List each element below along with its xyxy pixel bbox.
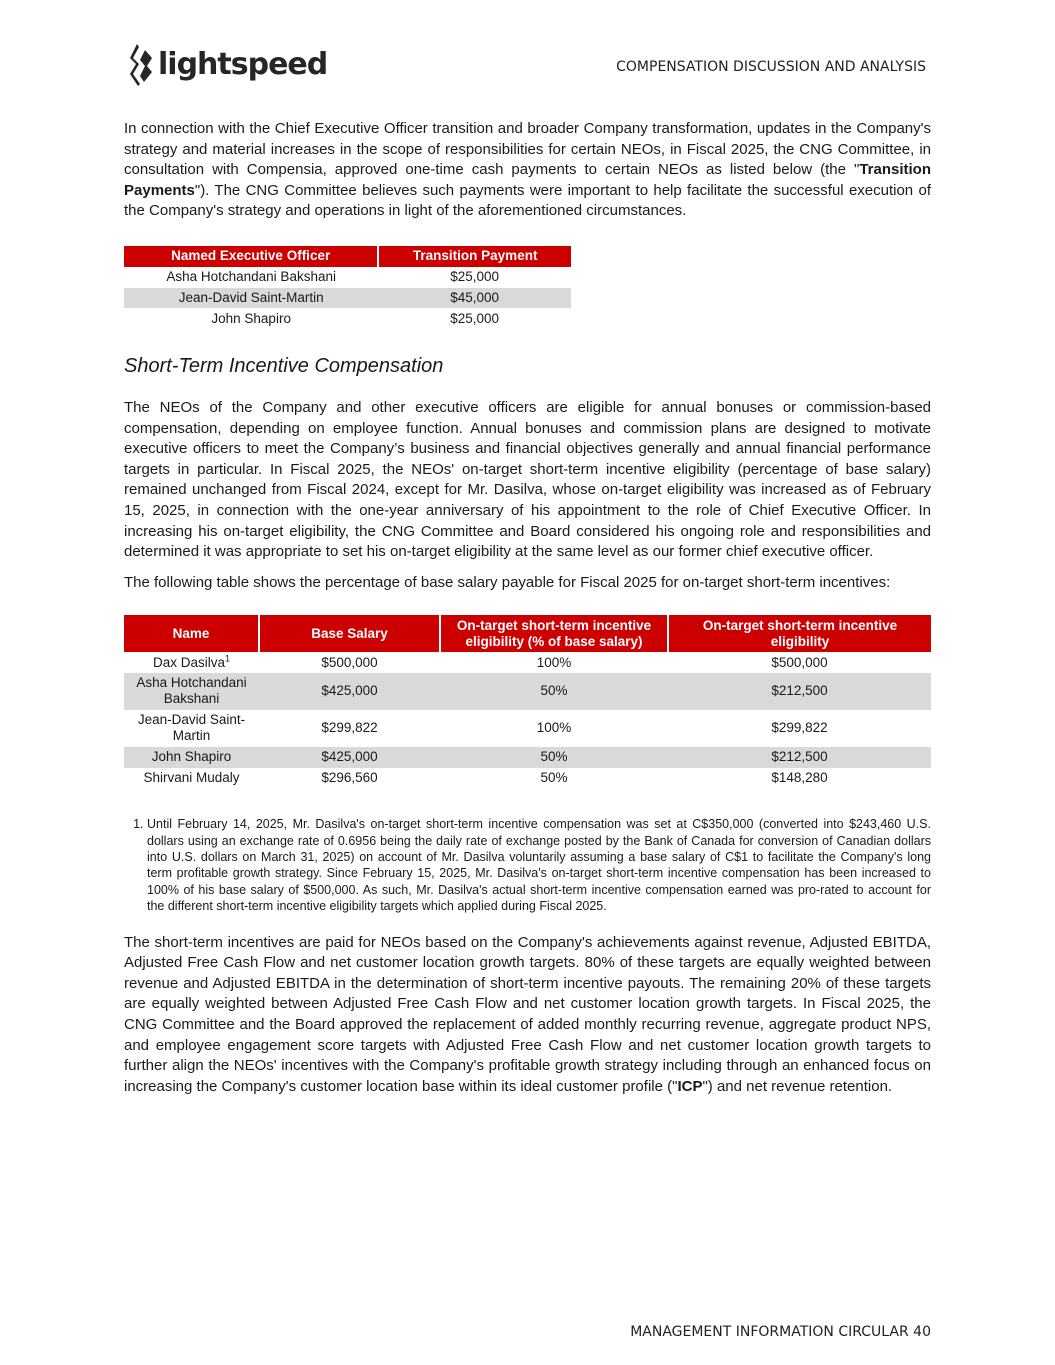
section-heading: Short-Term Incentive Compensation (124, 355, 444, 378)
table-header: On-target short-term incentive eligibility (668, 615, 931, 652)
section-title: COMPENSATION DISCUSSION AND ANALYSIS (616, 59, 926, 75)
neos-paragraph: The NEOs of the Company and other executive officers are eligible for annual bonuses or commission-based compensation, depending on employee function. Annual bonuses and commission plans are designed to motivate executive officers to meet the Company’s business and financial objectives generally and annual financial performance targets in particular. In Fiscal 2025, the NEOs' on-target short-term incentive eligibility (percentage of base salary) remained unchanged from Fiscal 2024, except for Mr. Dasilva, whose on-target eligibility was increased as of February 15, 2025, in connection with the one-year anniversary of his appointment to the role of Chief Executive Officer. In increasing his on-target eligibility, the CNG Committee and Board considered his ongoing role and responsibilities and determined it was appropriate to set his on-target eligibility at the same level as our former chief executive officer. (124, 399, 931, 561)
table-row: Shirvani Mudaly $296,560 50% $148,280 (143, 769, 828, 785)
logo-text: lightspeed (158, 47, 328, 82)
intro-paragraph: In connection with the Chief Executive Officer transition and broader Company transformation, updates in the Company's strategy and material increases in the scope of responsibilities for certain NEOs, in Fiscal 2025, the CNG Committee, in consultation with Compensia, approved one-time cash payments to certain NEOs as listed below (the "Transition Payments"). The CNG Committee believes such payments were important to help facilitate the successful execution of the Company's strategy and operations in light of the aforementioned circumstances. (124, 120, 931, 220)
logo (128, 44, 327, 86)
table-row: Jean-David Saint-Martin $45,000 (124, 288, 571, 309)
sti-table (124, 615, 931, 788)
table-header: Name (124, 615, 259, 652)
footnote-1: 1. Until February 14, 2025, Mr. Dasilva's on-target short-term incentive compensation was set at C$350,000 (converted into $243,460 U.S. dollars using an exchange rate of 0.6956 being the daily rate of exchange posted by the Bank of Canada for conversion of Canadian dollars into U.S. dollars on March 31, 2025) on account of Mr. Dasilva voluntarily assuming a base salary of C$1 to facilitate the Company's long term profitable growth strategy. Since February 15, 2025, Mr. Dasilva's on-target short-term incentive compensation has been increased to 100% of his base salary of $500,000. As such, Mr. Dasilva's actual short-term incentive compensation earned was pro-rated to account for the different short-term incentive eligibility targets which applied during Fiscal 2025. (147, 816, 931, 914)
table-header: Named Executive Officer (124, 246, 378, 267)
table-row: John Shapiro $425,000 50% $212,500 (124, 747, 931, 768)
table-row: Asha Hotchandani Bakshani $425,000 50% $212,500 (124, 673, 931, 710)
table-header: Transition Payment (378, 246, 571, 267)
table-row: John Shapiro $25,000 (211, 310, 500, 326)
final-paragraph: The short-term incentives are paid for NEOs based on the Company's achievements against revenue, Adjusted EBITDA, Adjusted Free Cash Flow and net customer location growth targets. 80% of these targets are equally weighted between revenue and Adjusted EBITDA in the determination of short-term incentive payouts. The remaining 20% of these targets are equally weighted between Adjusted Free Cash Flow and net customer location growth targets. In Fiscal 2025, the CNG Committee and the Board approved the replacement of added monthly recurring revenue, aggregate product NPS, and employee engagement score targets with Adjusted Free Cash Flow and net customer location growth targets to further align the NEOs' incentives with the Company's profitable growth strategy including through an enhanced focus on increasing the Company's customer location base within its ideal customer profile ("ICP") and net revenue retention. (124, 933, 931, 1095)
table-row: Asha Hotchandani Bakshani $25,000 (166, 269, 500, 285)
page-footer: MANAGEMENT INFORMATION CIRCULAR 40 (630, 1324, 931, 1340)
table-row: Jean-David Saint-Martin $299,822 100% $299,822 (137, 712, 828, 744)
transition-payments-term: Transition Payments (124, 161, 931, 199)
table-header: Base Salary (259, 615, 440, 652)
table-intro-paragraph: The following table shows the percentage of base salary payable for Fiscal 2025 for on-target short-term incentives: (124, 573, 891, 591)
footnotes (124, 816, 931, 914)
page-content (124, 119, 931, 1097)
table-header: On-target short-term incentive eligibility (% of base salary) (440, 615, 668, 652)
icp-term: ICP (677, 1077, 703, 1095)
table-row: Dax Dasilva$^1$ $500,000 100% $500,000 (152, 653, 828, 670)
lightspeed-flame-icon (128, 44, 154, 86)
footnote-marker: 1 (225, 653, 231, 664)
transition-payments-table (124, 246, 571, 329)
